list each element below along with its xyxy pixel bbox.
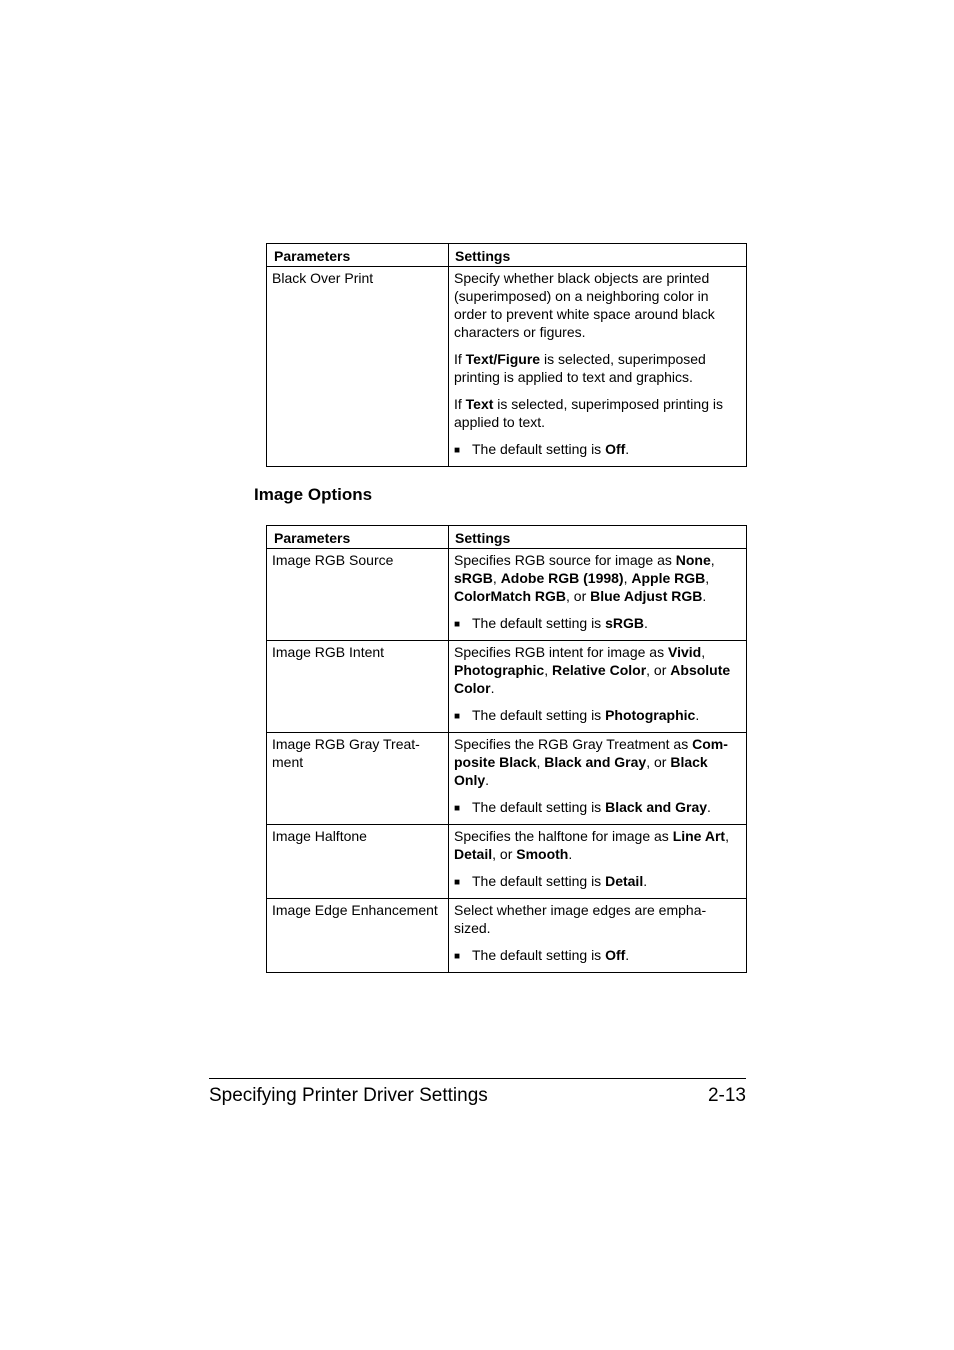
table-row <box>267 549 747 641</box>
default-setting-note: ■ The default setting is Off. <box>454 946 741 966</box>
parameter-name: Black Over Print <box>267 267 449 467</box>
image-options-table <box>266 525 747 973</box>
parameters-header: Parameters <box>267 526 449 549</box>
description-text: Specifies RGB intent for image as Vivid, Photographic, Relative Color, or Absolute Color. <box>454 644 731 696</box>
table-row <box>267 641 747 733</box>
setting-description <box>449 641 747 733</box>
parameter-name: Image RGB Intent <box>267 641 449 733</box>
parameter-name: Image RGB Source <box>267 549 449 641</box>
table-row <box>267 733 747 825</box>
parameters-header: Parameters <box>267 244 449 267</box>
page-number: 2-13 <box>707 1085 746 1106</box>
black-over-print-table <box>266 243 747 467</box>
description-text: If Text is selected, superimposed printing is applied to text. <box>454 396 723 430</box>
default-setting-note: ■ The default setting is Off. <box>454 440 741 460</box>
section-title: Image Options <box>254 485 373 504</box>
table-header-row <box>267 526 747 549</box>
description-text: Specifies RGB source for image as None, sRGB, Adobe RGB (1998), Apple RGB, ColorMatch RGB, or Blue Adjust RGB. <box>454 552 715 604</box>
parameter-name: Image RGB Gray Treat-ment <box>267 733 449 825</box>
description-text: Specifies the RGB Gray Treatment as Com-posite Black, Black and Gray, or Black Only. <box>454 736 728 788</box>
default-setting-note: ■ The default setting is sRGB. <box>454 614 741 634</box>
description-text: Specify whether black objects are printed (superimposed) on a neighboring color in order to prevent white space around black characters or figures. <box>454 270 715 340</box>
settings-header: Settings <box>449 526 747 549</box>
setting-description <box>449 899 747 973</box>
default-setting-note: ■ The default setting is Detail. <box>454 872 741 892</box>
parameter-name: Image Halftone <box>267 825 449 899</box>
settings-header: Settings <box>449 244 747 267</box>
table-row <box>267 825 747 899</box>
default-setting-note: ■ The default setting is Photographic. <box>454 706 741 726</box>
setting-description <box>449 267 747 467</box>
page-footer <box>209 1078 746 1108</box>
default-setting-note: ■ The default setting is Black and Gray. <box>454 798 741 818</box>
description-text: Specifies the halftone for image as Line Art, Detail, or Smooth. <box>454 828 729 862</box>
parameter-name: Image Edge Enhancement <box>267 899 449 973</box>
table-row <box>267 899 747 973</box>
setting-description <box>449 733 747 825</box>
setting-description <box>449 549 747 641</box>
description-text: If Text/Figure is selected, superimposed printing is applied to text and graphics. <box>454 351 706 385</box>
table-row <box>267 267 747 467</box>
table-header-row <box>267 244 747 267</box>
footer-title: Specifying Printer Driver Settings <box>209 1085 488 1106</box>
description-text: Select whether image edges are empha-sized. <box>454 902 707 936</box>
setting-description <box>449 825 747 899</box>
